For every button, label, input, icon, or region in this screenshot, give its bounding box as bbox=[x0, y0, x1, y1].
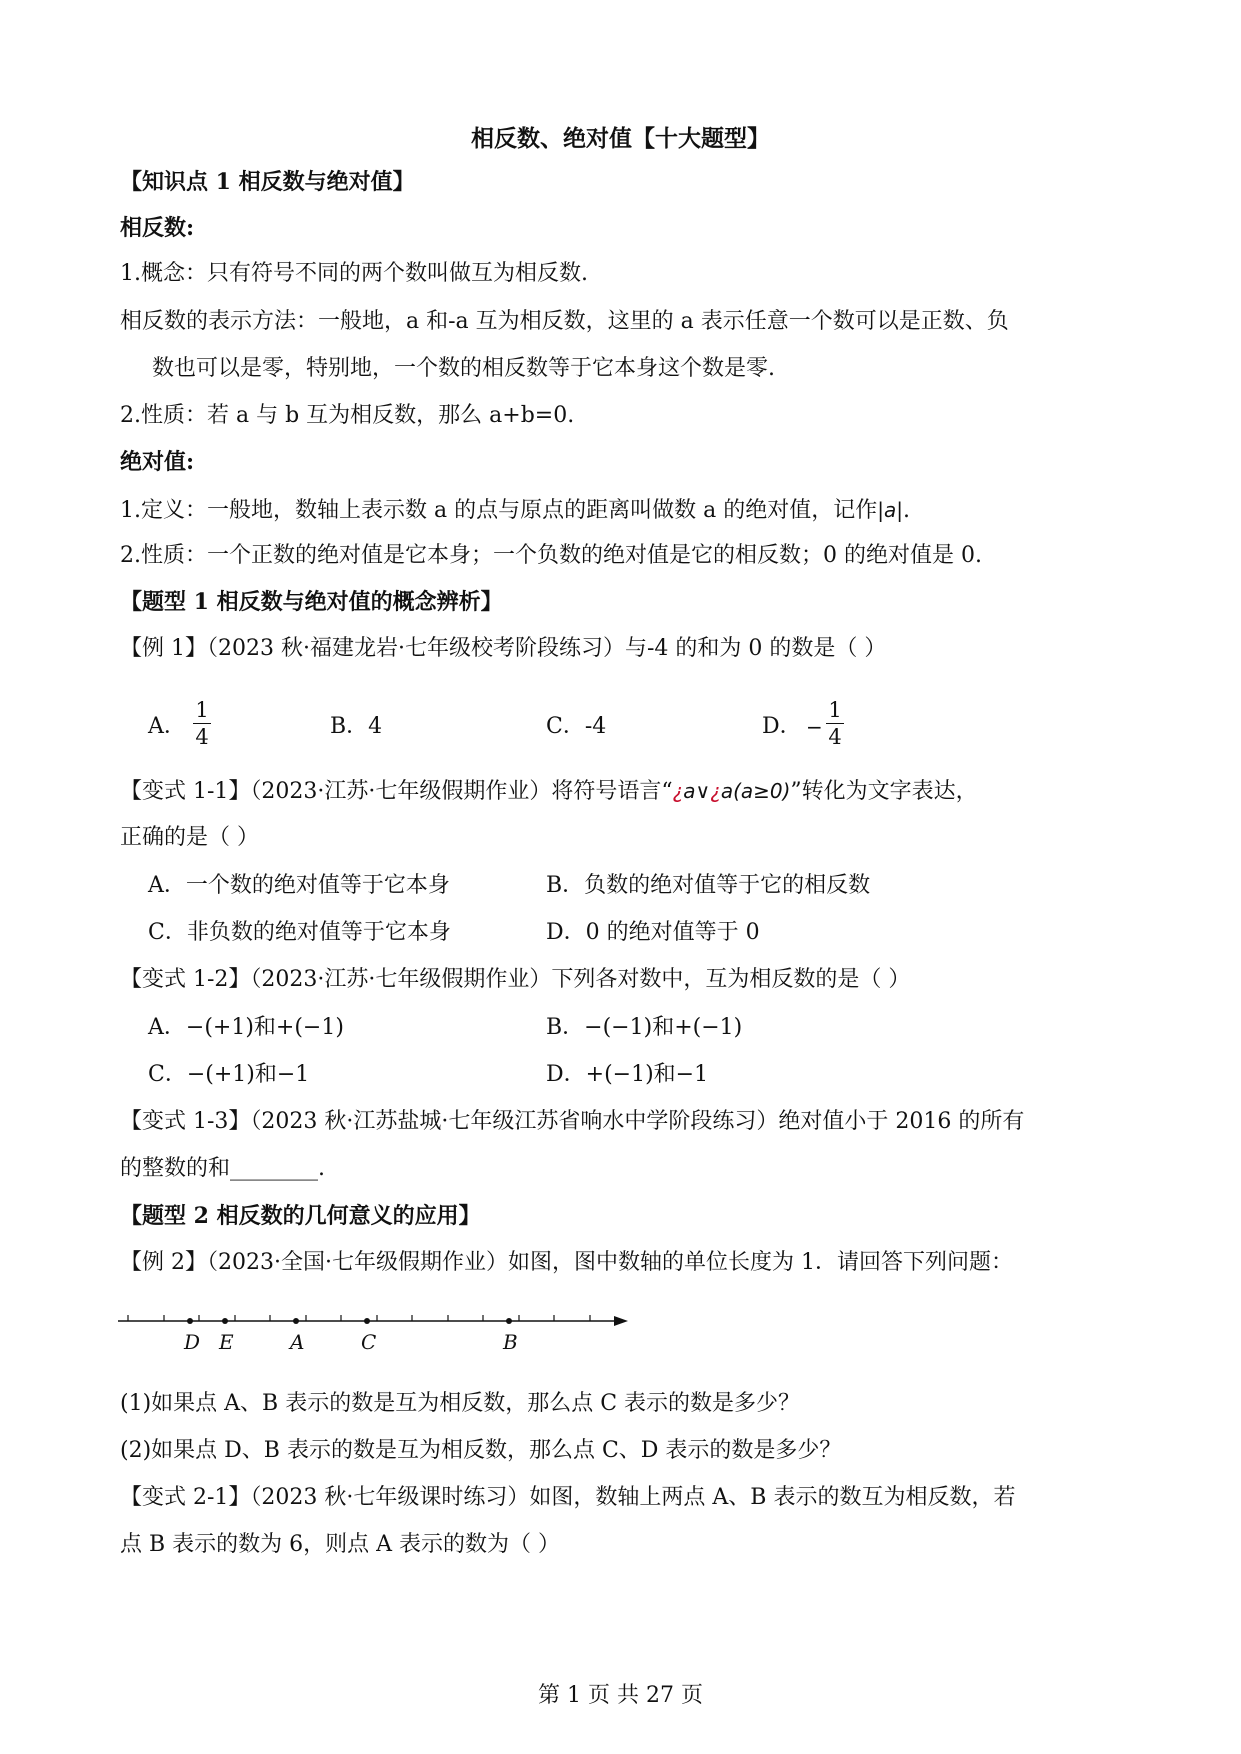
ex1-option-c: C．-4 bbox=[546, 714, 607, 739]
example2-question2: (2)如果点 D、B 表示的数是互为相反数，那么点 C、D 表示的数是多少？ bbox=[120, 1438, 842, 1463]
xfs-concept: 1.概念：只有符号不同的两个数叫做互为相反数. bbox=[120, 261, 588, 286]
type1-heading: 【题型 1 相反数与绝对值的概念辨析】 bbox=[120, 589, 503, 615]
v11-math-3: ¿ bbox=[710, 779, 721, 803]
point-e bbox=[222, 1318, 228, 1324]
variant1-3-line2: 的整数的和________. bbox=[120, 1156, 325, 1181]
v12-option-a: A．−(+1)和+(−1) bbox=[148, 1015, 344, 1040]
xfs-property: 2.性质：若 a 与 b 互为相反数，那么 a+b=0. bbox=[120, 403, 575, 428]
ex1-a-denominator: 4 bbox=[195, 725, 209, 749]
v11-math-2: a∨ bbox=[683, 779, 711, 803]
ex1-option-a-fraction bbox=[193, 698, 211, 749]
type2-heading: 【题型 2 相反数的几何意义的应用】 bbox=[120, 1203, 481, 1229]
xfs-heading: 相反数: bbox=[120, 215, 195, 241]
label-b: B bbox=[503, 1330, 518, 1354]
label-d: D bbox=[184, 1330, 201, 1354]
jdz-def-text: 1.定义：一般地，数轴上表示数 a 的点与原点的距离叫做数 a 的绝对值，记作 bbox=[120, 498, 878, 523]
v12-option-d: D．+(−1)和−1 bbox=[546, 1062, 709, 1087]
v11-option-c: C．非负数的绝对值等于它本身 bbox=[148, 920, 451, 945]
v11-stem-suffix: ”转化为文字表达， bbox=[790, 779, 978, 804]
v11-math-1: ¿ bbox=[672, 779, 684, 803]
v11-option-a: A．一个数的绝对值等于它本身 bbox=[148, 873, 450, 898]
variant2-1-line1: 【变式 2-1】（2023 秋·七年级课时练习）如图，数轴上两点 A、B 表示的数互为相反数，若 bbox=[120, 1485, 1016, 1510]
v11-option-b: B．负数的绝对值等于它的相反数 bbox=[546, 873, 871, 898]
v12-option-b: B．−(−1)和+(−1) bbox=[546, 1015, 743, 1040]
example2-question1: (1)如果点 A、B 表示的数是互为相反数，那么点 C 表示的数是多少？ bbox=[120, 1391, 801, 1416]
jdz-def-end: . bbox=[902, 498, 910, 523]
xfs-repr-line2: 数也可以是零，特别地，一个数的相反数等于它本身这个数是零. bbox=[152, 356, 775, 381]
label-c: C bbox=[361, 1330, 377, 1354]
jdz-property: 2.性质：一个正数的绝对值是它本身；一个负数的绝对值是它的相反数；0 的绝对值是 0. bbox=[120, 543, 982, 568]
ex1-d-minus: − bbox=[806, 715, 823, 739]
ex1-option-b: B．4 bbox=[330, 714, 383, 739]
variant1-1-stem bbox=[120, 775, 978, 808]
xfs-repr-line1: 相反数的表示方法：一般地，a 和-a 互为相反数，这里的 a 表示任意一个数可以是正数、负 bbox=[120, 309, 1009, 334]
v11-option-d: D．0 的绝对值等于 0 bbox=[546, 920, 760, 945]
jdz-heading: 绝对值: bbox=[120, 449, 195, 475]
ex1-option-a-label: A． bbox=[148, 714, 186, 739]
ex1-d-denominator: 4 bbox=[828, 725, 842, 749]
v12-option-c: C．−(+1)和−1 bbox=[148, 1062, 310, 1087]
ex1-d-numerator: 1 bbox=[828, 698, 842, 722]
number-line-figure bbox=[118, 1308, 628, 1358]
point-b bbox=[506, 1318, 512, 1324]
jdz-definition bbox=[120, 494, 910, 527]
v11-math-4: a(a≥0) bbox=[720, 779, 791, 803]
axis-arrow-icon bbox=[614, 1316, 628, 1326]
page-footer: 第 1 页 共 27 页 bbox=[538, 1683, 703, 1708]
page-title: 相反数、绝对值【十大题型】 bbox=[471, 125, 770, 152]
abs-a-math: |a| bbox=[877, 498, 903, 522]
kp1-heading: 【知识点 1 相反数与绝对值】 bbox=[120, 169, 415, 195]
variant1-3-line1: 【变式 1-3】（2023 秋·江苏盐城·七年级江苏省响水中学阶段练习）绝对值小于 2016 的所有 bbox=[120, 1109, 1025, 1134]
point-a bbox=[293, 1318, 299, 1324]
ex1-option-d-label: D． bbox=[762, 714, 802, 739]
variant1-1-stem-line2: 正确的是（ ） bbox=[120, 825, 259, 850]
point-c bbox=[364, 1318, 370, 1324]
example1-stem: 【例 1】（2023 秋·福建龙岩·七年级校考阶段练习）与-4 的和为 0 的数是（ ） bbox=[120, 636, 887, 661]
ex1-option-d-fraction bbox=[826, 698, 844, 749]
ex1-a-numerator: 1 bbox=[195, 698, 209, 722]
point-d bbox=[187, 1318, 193, 1324]
label-e: E bbox=[219, 1330, 234, 1354]
axis-ticks bbox=[128, 1315, 590, 1321]
variant2-1-line2: 点 B 表示的数为 6，则点 A 表示的数为（ ） bbox=[120, 1532, 561, 1557]
variant1-2-stem: 【变式 1-2】（2023·江苏·七年级假期作业）下列各对数中，互为相反数的是（ ） bbox=[120, 967, 911, 992]
example2-stem: 【例 2】（2023·全国·七年级假期作业）如图，图中数轴的单位长度为 1．请回答下列问题： bbox=[120, 1250, 1013, 1275]
v11-stem-prefix: 【变式 1-1】（2023·江苏·七年级假期作业）将符号语言“ bbox=[120, 779, 673, 804]
label-a: A bbox=[290, 1330, 305, 1354]
